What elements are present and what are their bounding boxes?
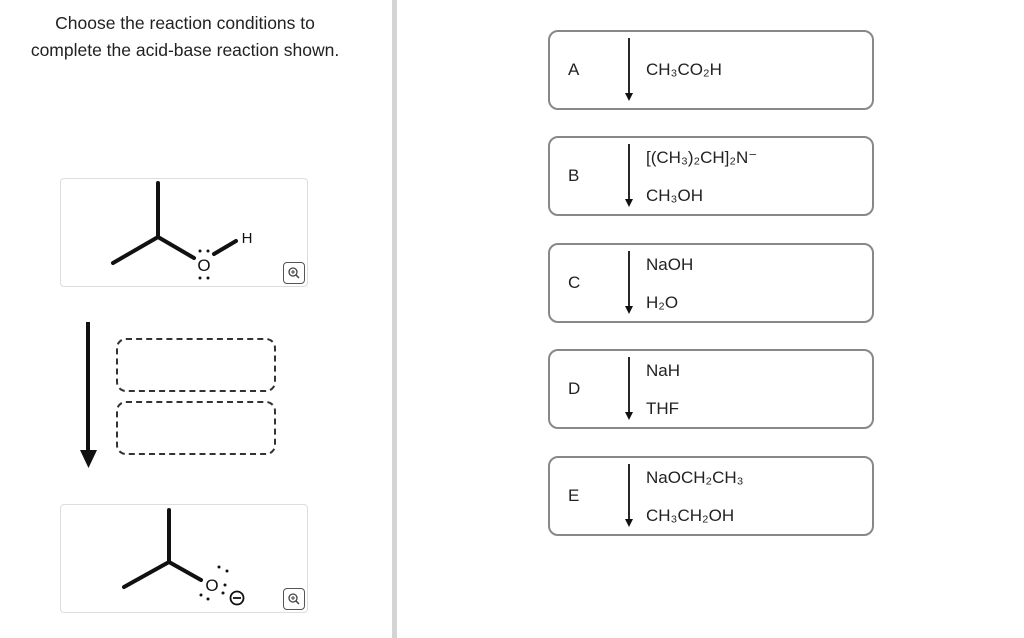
option-letter: A	[568, 60, 580, 79]
solvent-label: CH₃OH	[646, 186, 703, 205]
down-arrow-icon	[623, 464, 635, 528]
zoom-in-button[interactable]	[283, 262, 305, 284]
option-letter: D	[568, 379, 581, 398]
magnify-icon	[284, 263, 304, 283]
reactant-structure	[60, 178, 308, 287]
isopropanol-drawing	[61, 179, 307, 286]
solvent-label: H₂O	[646, 293, 679, 312]
reagent-label: [(CH₃)₂CH]₂N⁻	[646, 148, 758, 167]
reaction-arrow	[80, 322, 100, 470]
down-arrow-icon	[623, 38, 635, 102]
solvent-label: THF	[646, 399, 680, 418]
panel-divider	[392, 0, 397, 638]
option-d[interactable]	[548, 349, 874, 429]
zoom-in-button[interactable]	[283, 588, 305, 610]
option-c[interactable]	[548, 243, 874, 323]
option-a[interactable]	[548, 30, 874, 110]
reagent-label: CH₃CO₂H	[646, 60, 722, 79]
option-e[interactable]	[548, 456, 874, 536]
option-letter: C	[568, 273, 581, 292]
charge-label: −	[61, 505, 62, 506]
option-letter: B	[568, 166, 580, 185]
reagent-label: NaOCH₂CH₃	[646, 468, 744, 487]
down-arrow-icon	[623, 144, 635, 208]
reagent-drop-slot-2[interactable]	[116, 401, 276, 455]
product-structure	[60, 504, 308, 613]
isopropoxide-drawing	[61, 505, 307, 612]
down-arrow-icon	[623, 251, 635, 315]
reagent-label: NaOH	[646, 255, 694, 274]
down-arrow-icon	[623, 357, 635, 421]
option-b[interactable]	[548, 136, 874, 216]
question-prompt: Choose the reaction conditions to complete the acid-base reaction shown.	[30, 13, 340, 60]
question-panel	[0, 0, 392, 638]
oxygen-atom: O	[197, 256, 211, 275]
magnify-icon	[284, 589, 304, 609]
reagent-drop-slot-1[interactable]	[116, 338, 276, 392]
reagent-label: NaH	[646, 361, 681, 380]
solvent-label: CH₃CH₂OH	[646, 506, 735, 525]
oxygen-atom: O	[205, 576, 219, 595]
hydrogen-atom: H	[241, 230, 253, 247]
option-letter: E	[568, 486, 580, 505]
